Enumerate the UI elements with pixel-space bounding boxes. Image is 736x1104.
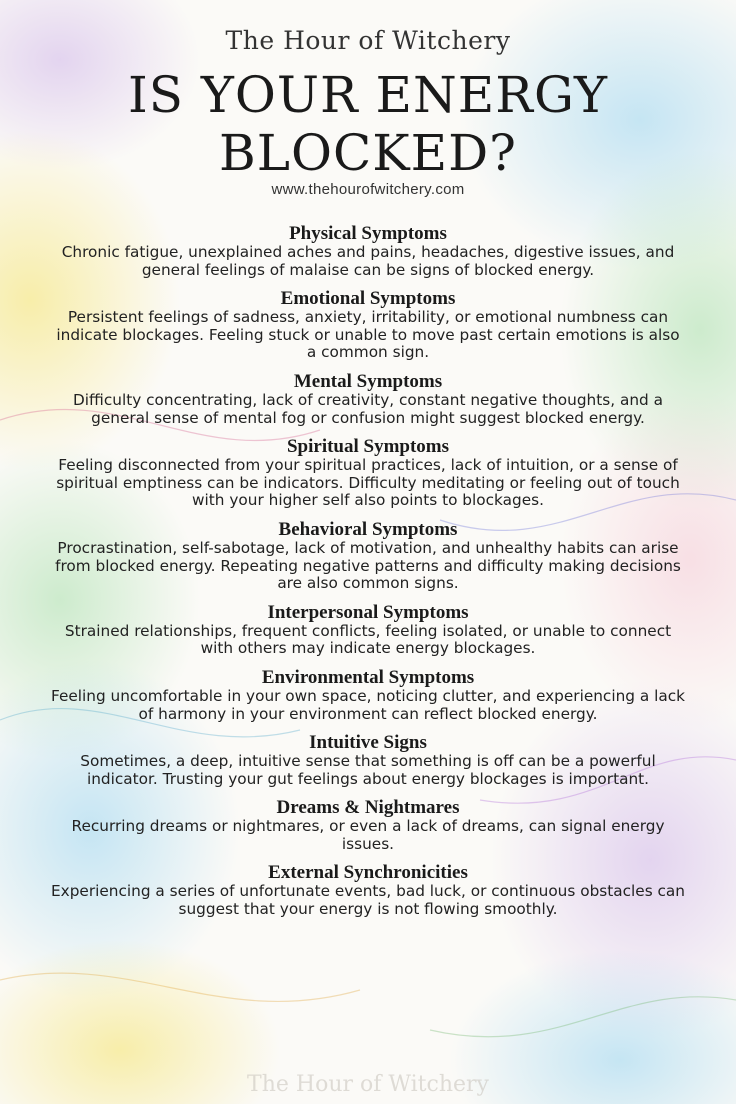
section-environmental bbox=[50, 667, 686, 723]
website-url: www.thehourofwitchery.com bbox=[271, 181, 465, 198]
section-heading: Interpersonal Symptoms bbox=[267, 601, 469, 623]
section-heading: Physical Symptoms bbox=[289, 223, 447, 244]
section-text: Feeling disconnected from your spiritual practices, lack of intuition, or a sense of spiritual emptiness can be indicators. Difficulty meditating or feeling out of touch with your higher self also points to blockages. bbox=[56, 456, 680, 510]
footer-watermark: The Hour of Witchery bbox=[247, 1072, 489, 1097]
section-emotional bbox=[50, 288, 686, 362]
section-heading: Intuitive Signs bbox=[309, 732, 427, 754]
section-heading: External Synchronicities bbox=[268, 862, 468, 884]
brand-name: The Hour of Witchery bbox=[225, 26, 511, 55]
symptom-list bbox=[50, 223, 686, 928]
title-line-1: IS YOUR ENERGY bbox=[127, 66, 609, 124]
section-text: Recurring dreams or nightmares, or even a lack of dreams, can signal energy issues. bbox=[71, 817, 665, 853]
section-behavioral bbox=[50, 519, 686, 593]
section-interpersonal bbox=[50, 602, 686, 658]
section-synchronicities bbox=[50, 862, 686, 918]
section-physical bbox=[50, 223, 686, 279]
section-text: Feeling uncomfortable in your own space, noticing clutter, and experiencing a lack of harmony in your environment can reflect blocked energy. bbox=[50, 686, 685, 723]
section-heading: Mental Symptoms bbox=[293, 370, 443, 392]
section-text: Persistent feelings of sadness, anxiety, irritability, or emotional numbness can indicate blockages. Feeling stuck or unable to move past certain emotions is also a common sign. bbox=[56, 308, 680, 362]
section-heading: Spiritual Symptoms bbox=[286, 436, 450, 458]
section-text: Procrastination, self-sabotage, lack of motivation, and unhealthy habits can arise from blocked energy. Repeating negative patterns and difficulty making decisions are also common signs. bbox=[55, 538, 681, 593]
section-mental bbox=[50, 371, 686, 427]
section-text: Experiencing a series of unfortunate events, bad luck, or continuous obstacles can suggest that your energy is not flowing smoothly. bbox=[50, 882, 686, 919]
section-intuitive bbox=[50, 732, 686, 788]
section-heading: Environmental Symptoms bbox=[261, 666, 475, 688]
section-dreams bbox=[50, 797, 686, 853]
section-spiritual bbox=[50, 436, 686, 510]
section-heading: Dreams & Nightmares bbox=[276, 797, 460, 819]
section-text: Sometimes, a deep, intuitive sense that something is off can be a powerful indicator. Trusting your gut feelings about energy blockages is important. bbox=[80, 752, 656, 788]
section-heading: Behavioral Symptoms bbox=[278, 518, 458, 540]
section-text: Difficulty concentrating, lack of creativity, constant negative thoughts, and a general sense of mental fog or confusion might suggest blocked energy. bbox=[73, 390, 663, 427]
section-heading: Emotional Symptoms bbox=[280, 288, 456, 310]
section-text: Strained relationships, frequent conflicts, feeling isolated, or unable to connect with others may indicate energy blockages. bbox=[64, 621, 672, 658]
title-line-2: BLOCKED? bbox=[219, 124, 517, 182]
section-text: Chronic fatigue, unexplained aches and pains, headaches, digestive issues, and general feelings of malaise can be signs of blocked energy. bbox=[61, 243, 675, 279]
page-title bbox=[0, 66, 736, 182]
